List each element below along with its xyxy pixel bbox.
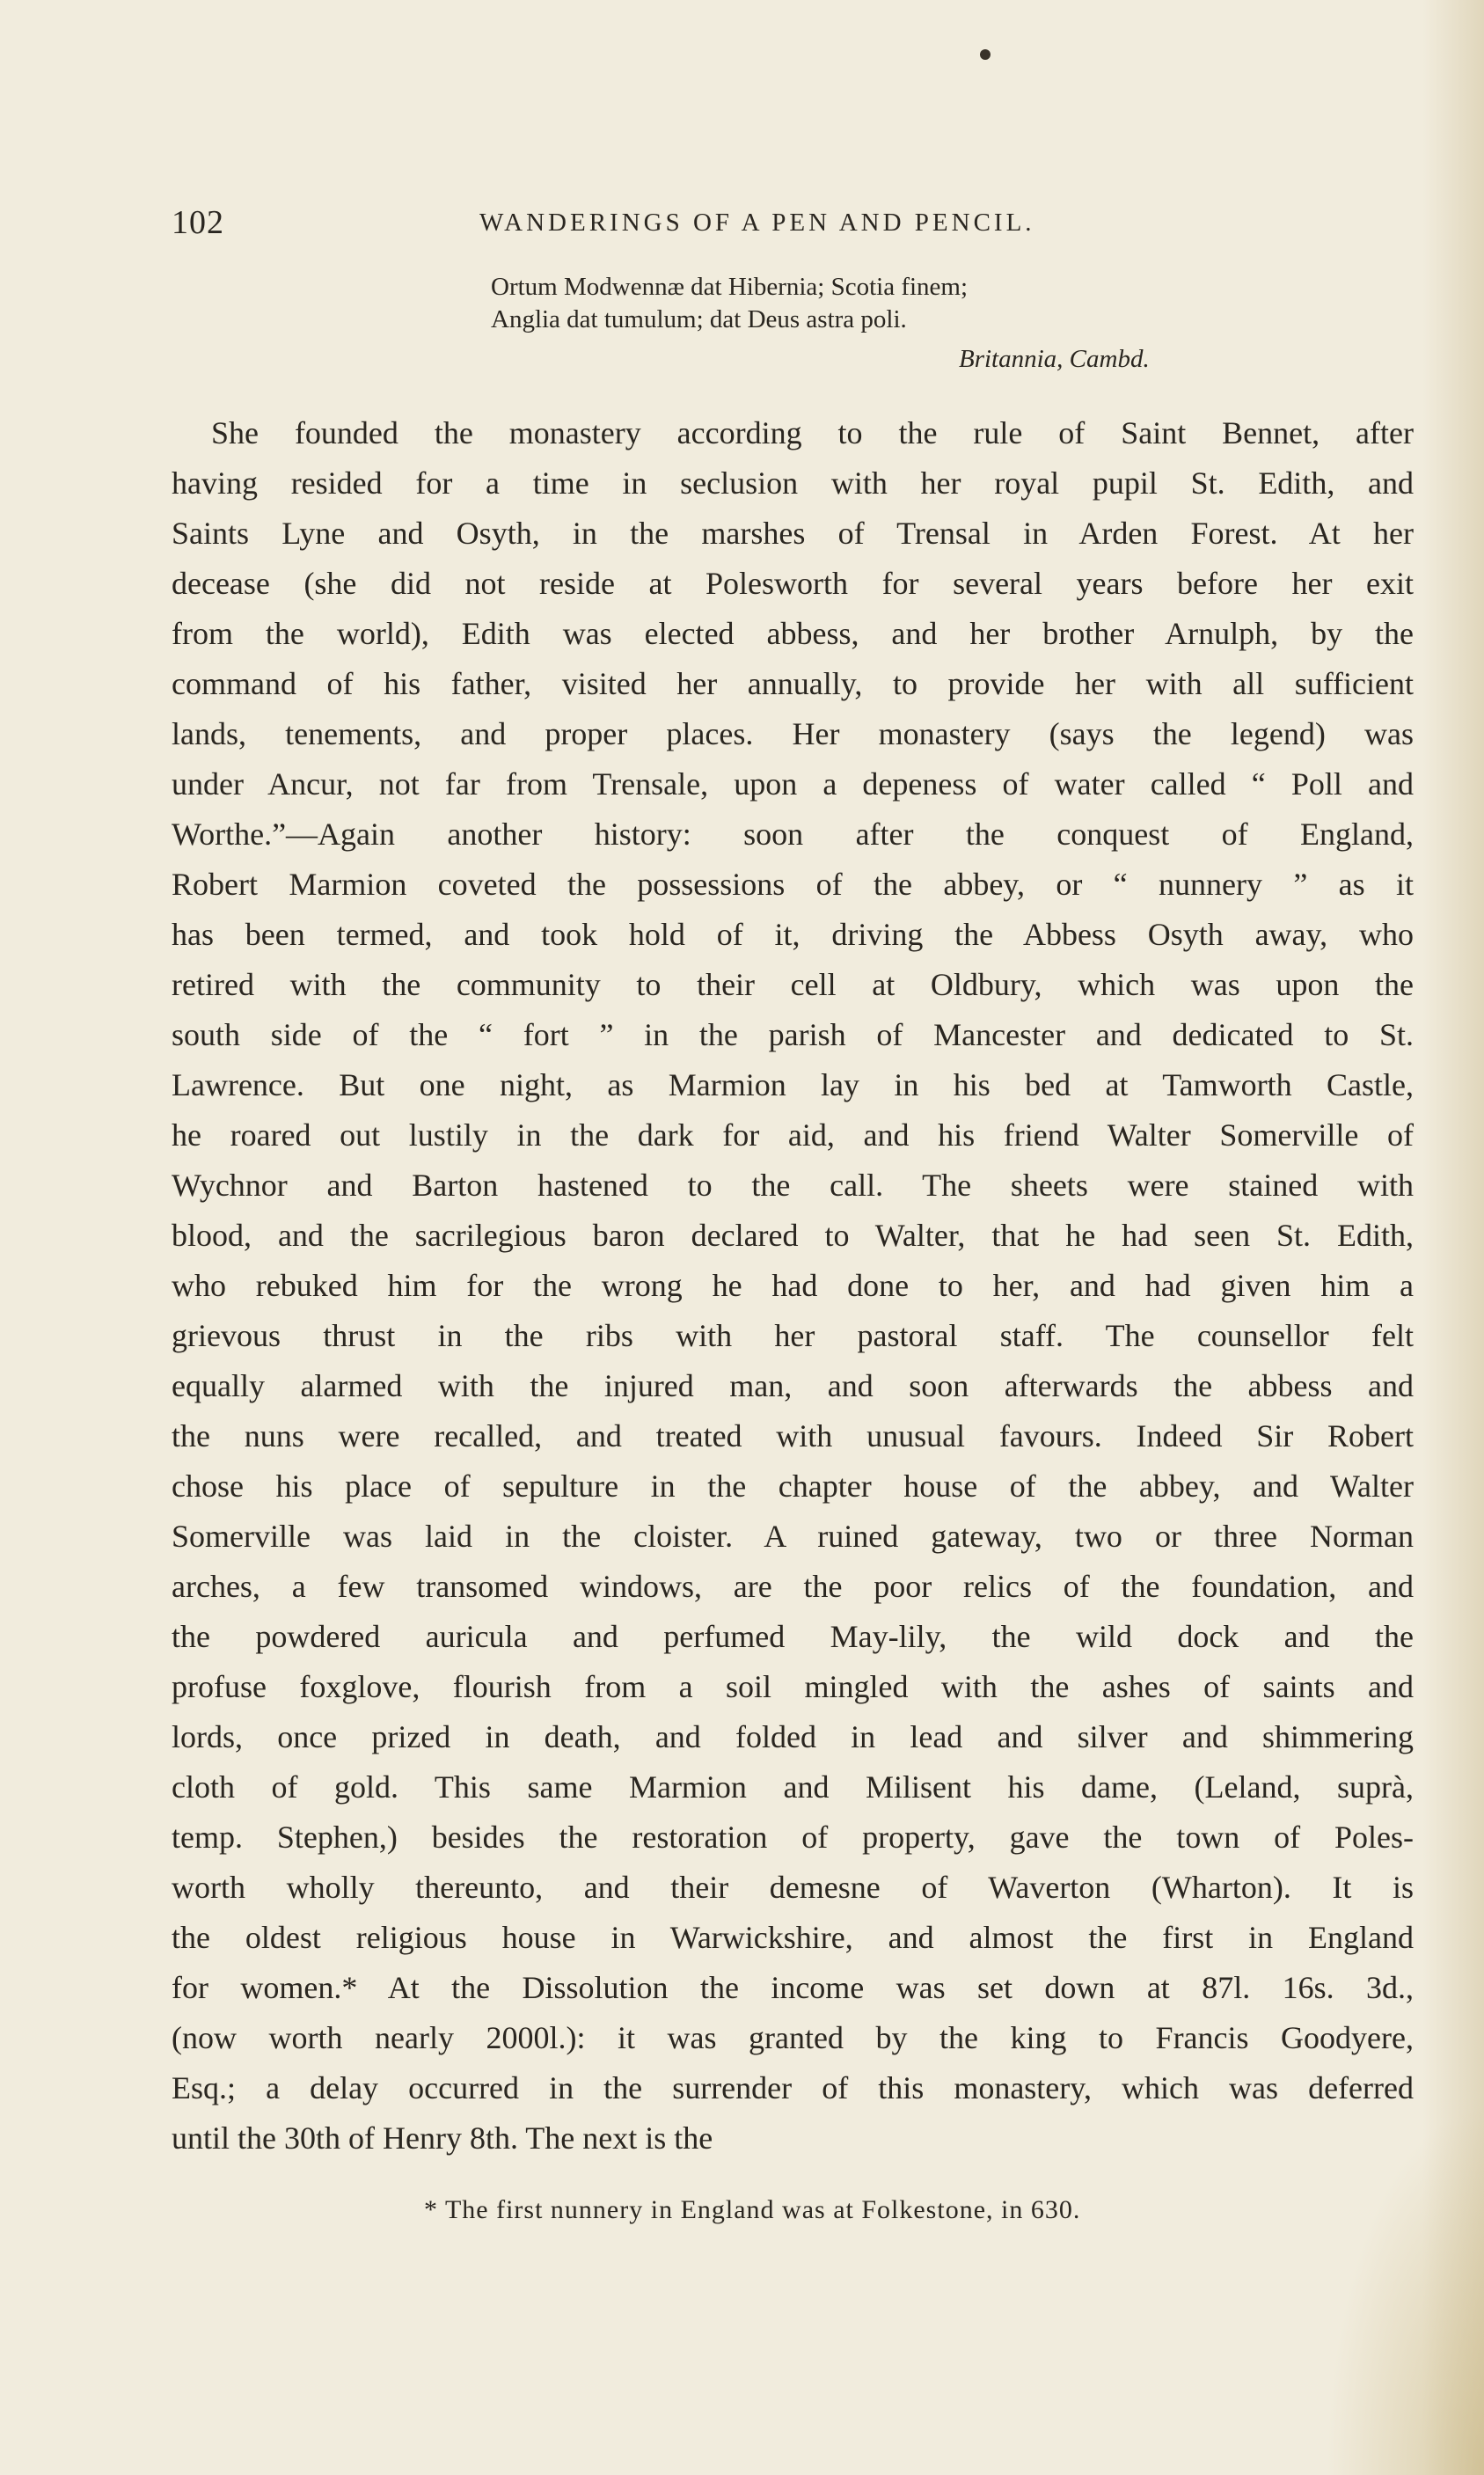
text-line: Robert Marmion coveted the possessions of the abbey, or “ nunnery ” as it [172,867,1414,902]
text-line: decease (she did not reside at Polesworth for several years before her exit [172,566,1414,601]
text-line: who rebuked him for the wrong he had done to her, and had given him a [172,1268,1414,1303]
text-line: lands, tenements, and proper places. Her monastery (says the legend) was [172,716,1414,751]
running-title: WANDERINGS OF A PEN AND PENCIL. [479,209,1035,237]
text-line: from the world), Edith was elected abbess, and her brother Arnulph, by the [172,616,1414,651]
text-line: Worthe.”—Again another history: soon after the conquest of England, [172,816,1414,852]
text-line: has been termed, and took hold of it, driving the Abbess Osyth away, who [172,917,1414,952]
text-line: retired with the community to their cell at Oldbury, which was upon the [172,967,1414,1002]
text-line: under Ancur, not far from Trensale, upon a depeness of water called “ Poll and [172,766,1414,802]
page-number: 102 [172,204,224,241]
text-line: temp. Stephen,) besides the restoration of property, gave the town of Poles- [172,1820,1414,1855]
text-line: for women.* At the Dissolution the income was set down at 87l. 16s. 3d., [172,1970,1414,2005]
text-line: Lawrence. But one night, as Marmion lay in his bed at Tamworth Castle, [172,1067,1414,1102]
epigraph [491,271,968,336]
text-line: grievous thrust in the ribs with her pastoral staff. The counsellor felt [172,1318,1414,1353]
epigraph-citation: Britannia, Cambd. [959,345,1150,373]
text-line: worth wholly thereunto, and their demesne of Waverton (Wharton). It is [172,1870,1414,1905]
text-line: Wychnor and Barton hastened to the call. The sheets were stained with [172,1168,1414,1203]
text-line: Saints Lyne and Osyth, in the marshes of Trensal in Arden Forest. At her [172,516,1414,551]
text-line: until the 30th of Henry 8th. The next is the [172,2120,713,2156]
epigraph-line: Ortum Modwennæ dat Hibernia; Scotia finem; [491,273,969,301]
text-line: lords, once prized in death, and folded in lead and silver and shimmering [172,1719,1414,1754]
text-line: (now worth nearly 2000l.): it was granted by the king to Francis Goodyere, [172,2020,1414,2055]
text-line: the oldest religious house in Warwickshire, and almost the first in England [172,1920,1414,1955]
body-text [172,408,1414,2164]
text-line: profuse foxglove, flourish from a soil mingled with the ashes of saints and [172,1669,1414,1704]
text-line: Somerville was laid in the cloister. A ruined gateway, two or three Norman [172,1519,1414,1554]
text-line: command of his father, visited her annually, to provide her with all sufficient [172,666,1414,701]
text-line: the powdered auricula and perfumed May-lily, the wild dock and the [172,1619,1414,1654]
text-line: cloth of gold. This same Marmion and Milisent his dame, (Leland, suprà, [172,1769,1414,1805]
text-line: Esq.; a delay occurred in the surrender of this monastery, which was deferred [172,2070,1414,2105]
epigraph-line: Anglia dat tumulum; dat Deus astra poli. [491,305,907,333]
text-line: having resided for a time in seclusion with her royal pupil St. Edith, and [172,465,1414,501]
text-line: he roared out lustily in the dark for aid, and his friend Walter Somerville of [172,1117,1414,1153]
ink-speck [980,49,991,60]
text-line: chose his place of sepulture in the chapter house of the abbey, and Walter [172,1468,1414,1504]
running-head [172,201,1148,245]
page-edge-shadow [1422,0,1484,2475]
text-line: blood, and the sacrilegious baron declared to Walter, that he had seen St. Edith, [172,1218,1414,1253]
footnote: * The first nunnery in England was at Folkestone, in 630. [424,2195,1081,2224]
text-line: arches, a few transomed windows, are the poor relics of the foundation, and [172,1569,1414,1604]
text-line: south side of the “ fort ” in the parish of Mancester and dedicated to St. [172,1017,1414,1052]
text-line: the nuns were recalled, and treated with unusual favours. Indeed Sir Robert [172,1418,1414,1454]
text-line: She founded the monastery according to the rule of Saint Bennet, after [211,415,1414,450]
text-line: equally alarmed with the injured man, and soon afterwards the abbess and [172,1368,1414,1403]
